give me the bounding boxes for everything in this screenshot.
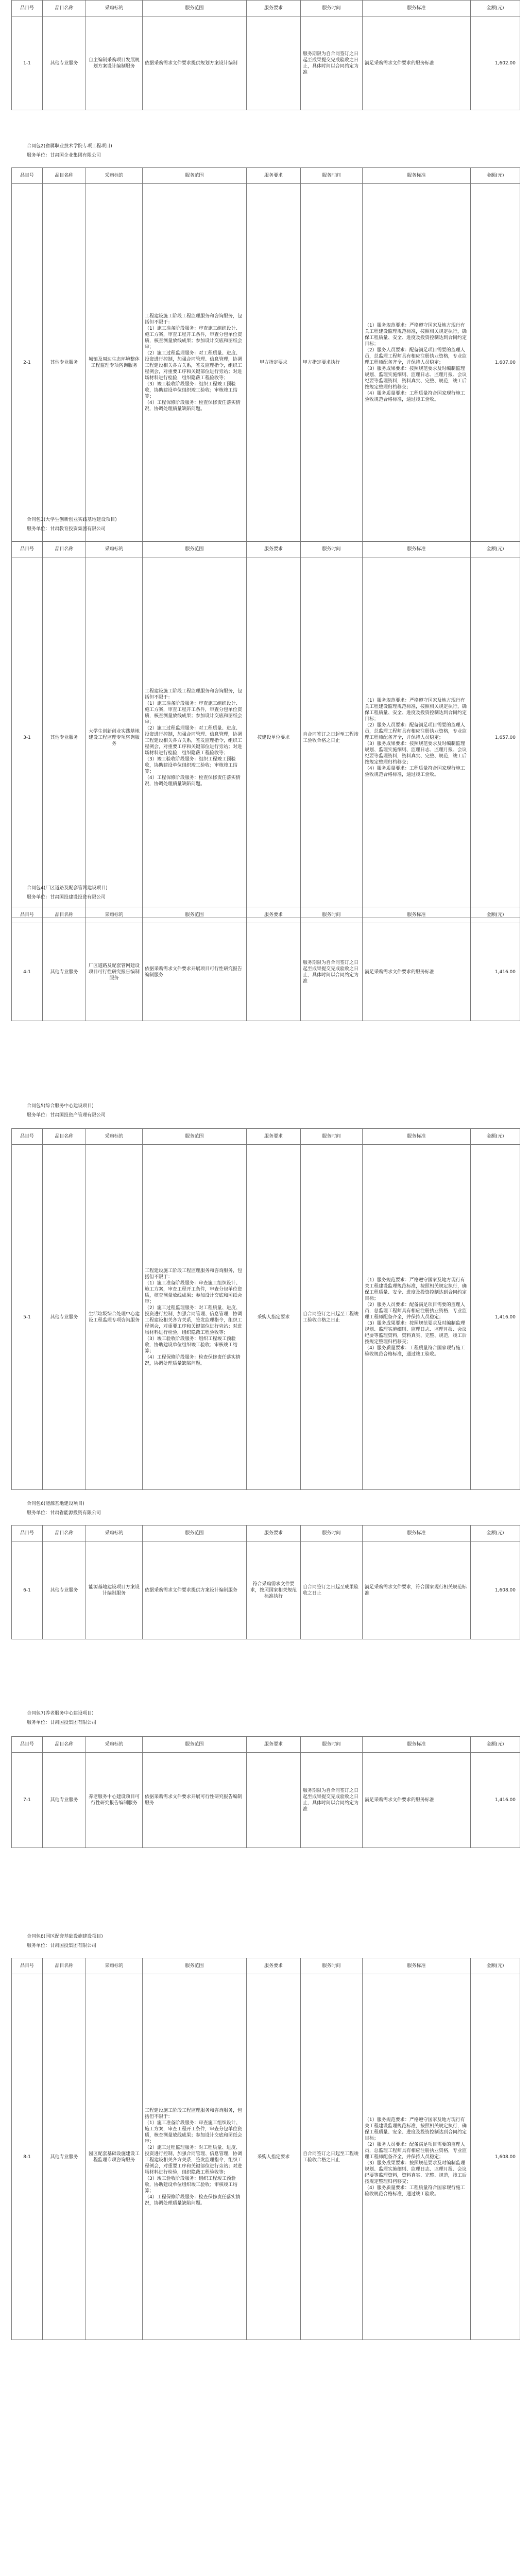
- column-header: 品目名称: [43, 1526, 86, 1541]
- column-header: 品目名称: [43, 1129, 86, 1145]
- cell-amount: 1,602.00: [471, 16, 520, 110]
- cell-scope: 依据采购需求文件要求提供方案设计编制服务: [143, 1541, 247, 1639]
- column-header: 服务要求: [247, 541, 301, 557]
- cell-time: 服务期限为自合同签订之日起至成果提交完成验收之日止，具体时间以合同约定为准: [301, 16, 363, 110]
- package-table: [11, 1958, 520, 2340]
- table-row: [12, 1974, 520, 2340]
- package-label: 合同包3(大学生创新创业实践基地建设项目): [27, 517, 117, 522]
- column-header: 采购标的: [86, 1526, 143, 1541]
- service-unit-label: 服务单位：甘肃教育投资集团有限公司: [27, 527, 106, 532]
- table-header-row: [12, 541, 520, 557]
- cell-standard: （1）服务规范要求：严格遵守国家及地方现行有关工程建设监理规范标准，按照相关规定执行，确保工程质量、安全、进度及投资控制达到合同约定目标； （2）服务人员要求：配备满足项目需要的监理人员，总监理工程师具有相应注册执业资格，专业监理工程师配备齐全，并保持人员稳定； （3）服务成果要求：按照规范要求及时编制监理规划、监理实施细则、监理日志、监理月报、会议纪要等监理资料，资料真实、完整、规范，竣工后按规定整理归档移交； （4）服务质量要求：工程质量符合国家现行施工验收规范合格标准，通过竣工验收。: [363, 184, 471, 542]
- column-header: 品目号: [12, 1129, 43, 1145]
- cell-item-no: 5-1: [12, 1145, 43, 1490]
- package-label: 合同包6(能源基地建设项目): [27, 1501, 84, 1506]
- column-header: 金额(元): [471, 541, 520, 557]
- service-unit-label: 服务单位：甘肃国投建设投资有限公司: [27, 895, 106, 900]
- cell-amount: 1,416.00: [471, 1753, 520, 1848]
- cell-scope: 工程建设施工阶段工程监理服务和咨询服务，包括但不限于： （1）施工准备阶段服务：审查施工组织设计、施工方案，审查工程开工条件，审查分包单位资质，核查测量放线成果；参加设计交底和图纸会审； （2）施工过程监理服务：对工程质量、进度、投资进行控制，加强合同管理、信息管理，协调工程建设相关各方关系，签发监理指令，组织工程例会，对重要工序和关键部位进行旁站；对进场材料进行检验，组织隐蔽工程验收等； （3）竣工验收阶段服务：组织工程竣工预验收，协助建设单位组织竣工验收；审核竣工结算； （4）工程保修阶段服务：检查保修责任落实情况，协调处理质量缺陷问题。: [143, 1145, 247, 1490]
- cell-target: 厂区道路及配套管网建设项目可行性研究报告编制服务: [86, 923, 143, 1021]
- cell-req: 符合采购需求文件要求，按照国家相关规范标准执行: [247, 1541, 301, 1639]
- cell-amount: 1,608.00: [471, 1974, 520, 2340]
- column-header: 金额(元): [471, 907, 520, 923]
- column-header: 服务范围: [143, 1958, 247, 1974]
- column-header: 采购标的: [86, 1, 143, 16]
- column-header: 金额(元): [471, 1129, 520, 1145]
- column-header: 品目号: [12, 168, 43, 184]
- table-header-row: [12, 1, 520, 16]
- cell-req: 甲方指定要求: [247, 184, 301, 542]
- column-header: 服务时间: [301, 1129, 363, 1145]
- cell-target: 生活垃圾综合处理中心建设工程监理专项咨询服务: [86, 1145, 143, 1490]
- cell-time: 服务期限为自合同签订之日起至成果提交完成验收之日止，具体时间以合同约定为准: [301, 923, 363, 1021]
- table-row: [12, 184, 520, 542]
- cell-target: 城镇及周边生态环境整体工程监理专项咨询服务: [86, 184, 143, 542]
- column-header: 品目号: [12, 541, 43, 557]
- cell-item-name: 其他专业服务: [43, 1974, 86, 2340]
- cell-item-no: 7-1: [12, 1753, 43, 1848]
- cell-req: 采购人指定要求: [247, 1145, 301, 1490]
- cell-req: 按建设单位要求: [247, 557, 301, 918]
- column-header: 采购标的: [86, 907, 143, 923]
- table-row: [12, 16, 520, 110]
- service-unit-label: 服务单位：甘肃国企业集团有限公司: [27, 153, 101, 158]
- table-header-row: [12, 1526, 520, 1541]
- service-unit-label: 服务单位：甘肃国投集团有限公司: [27, 1720, 97, 1725]
- column-header: 服务标准: [363, 1, 471, 16]
- column-header: 品目号: [12, 1737, 43, 1753]
- cell-standard: 满足采购需求文件要求的服务标准: [363, 1753, 471, 1848]
- column-header: 服务标准: [363, 1737, 471, 1753]
- cell-amount: 1,608.00: [471, 1541, 520, 1639]
- column-header: 品目名称: [43, 541, 86, 557]
- cell-standard: 满足采购需求文件要求，符合国家现行相关规范标准: [363, 1541, 471, 1639]
- column-header: 服务时间: [301, 1958, 363, 1974]
- column-header: 服务范围: [143, 1, 247, 16]
- cell-item-name: 其他专业服务: [43, 923, 86, 1021]
- cell-item-name: 其他专业服务: [43, 557, 86, 918]
- cell-item-name: 其他专业服务: [43, 1145, 86, 1490]
- cell-scope: 依据采购需求文件要求提供规划方案设计编制: [143, 16, 247, 110]
- column-header: 服务范围: [143, 541, 247, 557]
- cell-standard: （1）服务规范要求：严格遵守国家及地方现行有关工程建设监理规范标准，按照相关规定执行，确保工程质量、安全、进度及投资控制达到合同约定目标； （2）服务人员要求：配备满足项目需要的监理人员，总监理工程师具有相应注册执业资格，专业监理工程师配备齐全，并保持人员稳定； （3）服务成果要求：按照规范要求及时编制监理规划、监理实施细则、监理日志、监理月报、会议纪要等监理资料，资料真实、完整、规范，竣工后按规定整理归档移交； （4）服务质量要求：工程质量符合国家现行施工验收规范合格标准，通过竣工验收。: [363, 1974, 471, 2340]
- cell-req: [247, 923, 301, 1021]
- cell-time: 自合同签订之日起至工程竣工验收合格之日止: [301, 557, 363, 918]
- cell-req: 采购人指定要求: [247, 1974, 301, 2340]
- column-header: 品目名称: [43, 907, 86, 923]
- table-row: [12, 1753, 520, 1848]
- column-header: 采购标的: [86, 541, 143, 557]
- package-table: [11, 167, 520, 542]
- column-header: 服务标准: [363, 541, 471, 557]
- cell-time: 自合同签订之日起至成果验收之日止: [301, 1541, 363, 1639]
- table-header-row: [12, 168, 520, 184]
- table-row: [12, 923, 520, 1021]
- column-header: 采购标的: [86, 168, 143, 184]
- column-header: 品目号: [12, 907, 43, 923]
- column-header: 服务标准: [363, 1526, 471, 1541]
- column-header: 采购标的: [86, 1958, 143, 1974]
- cell-item-name: 其他专业服务: [43, 184, 86, 542]
- column-header: 服务要求: [247, 1526, 301, 1541]
- column-header: 品目号: [12, 1958, 43, 1974]
- package-table: [11, 541, 520, 918]
- package-label: 合同包4(厂区道路及配套管网建设项目): [27, 886, 108, 891]
- cell-item-no: 3-1: [12, 557, 43, 918]
- column-header: 品目名称: [43, 1, 86, 16]
- table-header-row: [12, 907, 520, 923]
- package-label: 合同包5(综合服务中心建设项目): [27, 1104, 94, 1109]
- cell-item-no: 1-1: [12, 16, 43, 110]
- column-header: 服务时间: [301, 1737, 363, 1753]
- cell-standard: 满足采购需求文件要求的服务标准: [363, 923, 471, 1021]
- service-unit-label: 服务单位：甘肃省能源投资有限公司: [27, 1511, 101, 1516]
- cell-amount: 1,416.00: [471, 923, 520, 1021]
- cell-item-no: 4-1: [12, 923, 43, 1021]
- cell-item-name: 其他专业服务: [43, 1541, 86, 1639]
- cell-item-no: 8-1: [12, 1974, 43, 2340]
- column-header: 品目名称: [43, 1958, 86, 1974]
- cell-req: [247, 16, 301, 110]
- column-header: 金额(元): [471, 1958, 520, 1974]
- package-table: [11, 1525, 520, 1639]
- package-label: 合同包2(省属职业技术学院专项工程项目): [27, 144, 112, 149]
- cell-target: 自主编制采购项目发展规划方案设计编制服务: [86, 16, 143, 110]
- column-header: 品目名称: [43, 1737, 86, 1753]
- package-label: 合同包7(养老服务中心建设项目): [27, 1711, 94, 1716]
- column-header: 服务时间: [301, 541, 363, 557]
- cell-amount: 1,607.00: [471, 184, 520, 542]
- package-label: 合同包8(园区配套基础设施建设项目): [27, 1934, 103, 1939]
- cell-scope: 工程建设施工阶段工程监理服务和咨询服务，包括但不限于： （1）施工准备阶段服务：审查施工组织设计、施工方案，审查工程开工条件，审查分包单位资质，核查测量放线成果；参加设计交底和图纸会审； （2）施工过程监理服务：对工程质量、进度、投资进行控制，加强合同管理、信息管理，协调工程建设相关各方关系，签发监理指令，组织工程例会，对重要工序和关键部位进行旁站；对进场材料进行检验，组织隐蔽工程验收等； （3）竣工验收阶段服务：组织工程竣工预验收，协助建设单位组织竣工验收；审核竣工结算； （4）工程保修阶段服务：检查保修责任落实情况，协调处理质量缺陷问题。: [143, 184, 247, 542]
- column-header: 服务范围: [143, 1526, 247, 1541]
- cell-target: 园区配套基础设施建设工程监理专项咨询服务: [86, 1974, 143, 2340]
- table-header-row: [12, 1129, 520, 1145]
- column-header: 金额(元): [471, 1737, 520, 1753]
- cell-item-no: 2-1: [12, 184, 43, 542]
- column-header: 品目号: [12, 1526, 43, 1541]
- cell-target: 大学生创新创业实践基地建设工程监理专项咨询服务: [86, 557, 143, 918]
- table-header-row: [12, 1958, 520, 1974]
- cell-standard: （1）服务规范要求：严格遵守国家及地方现行有关工程建设监理规范标准，按照相关规定执行，确保工程质量、安全、进度及投资控制达到合同约定目标； （2）服务人员要求：配备满足项目需要的监理人员，总监理工程师具有相应注册执业资格，专业监理工程师配备齐全，并保持人员稳定； （3）服务成果要求：按照规范要求及时编制监理规划、监理实施细则、监理日志、监理月报、会议纪要等监理资料，资料真实、完整、规范，竣工后按规定整理归档移交； （4）服务质量要求：工程质量符合国家现行施工验收规范合格标准，通过竣工验收。: [363, 557, 471, 918]
- package-table: [11, 1128, 520, 1490]
- package-table: [11, 0, 520, 110]
- cell-target: 能源基地建设项目方案设计编制服务: [86, 1541, 143, 1639]
- column-header: 服务时间: [301, 1, 363, 16]
- cell-time: 自合同签订之日起至工程竣工验收合格之日止: [301, 1974, 363, 2340]
- column-header: 服务时间: [301, 1526, 363, 1541]
- cell-scope: 工程建设施工阶段工程监理服务和咨询服务，包括但不限于： （1）施工准备阶段服务：审查施工组织设计、施工方案，审查工程开工条件，审查分包单位资质，核查测量放线成果；参加设计交底和图纸会审； （2）施工过程监理服务：对工程质量、进度、投资进行控制，加强合同管理、信息管理，协调工程建设相关各方关系，签发监理指令，组织工程例会，对重要工序和关键部位进行旁站；对进场材料进行检验，组织隐蔽工程验收等； （3）竣工验收阶段服务：组织工程竣工预验收，协助建设单位组织竣工验收；审核竣工结算； （4）工程保修阶段服务：检查保修责任落实情况，协调处理质量缺陷问题。: [143, 1974, 247, 2340]
- column-header: 品目名称: [43, 168, 86, 184]
- column-header: 品目号: [12, 1, 43, 16]
- column-header: 服务范围: [143, 168, 247, 184]
- cell-amount: 1,416.00: [471, 1145, 520, 1490]
- table-row: [12, 557, 520, 918]
- service-unit-label: 服务单位：甘肃国投集团有限公司: [27, 1943, 97, 1948]
- cell-time: 甲方指定要求执行: [301, 184, 363, 542]
- column-header: 服务要求: [247, 1737, 301, 1753]
- cell-item-name: 其他专业服务: [43, 16, 86, 110]
- column-header: 采购标的: [86, 1129, 143, 1145]
- cell-target: 养老服务中心建设项目可行性研究报告编制服务: [86, 1753, 143, 1848]
- column-header: 服务时间: [301, 168, 363, 184]
- cell-item-name: 其他专业服务: [43, 1753, 86, 1848]
- column-header: 服务范围: [143, 1737, 247, 1753]
- column-header: 服务要求: [247, 1129, 301, 1145]
- table-row: [12, 1541, 520, 1639]
- cell-standard: （1）服务规范要求：严格遵守国家及地方现行有关工程建设监理规范标准，按照相关规定执行，确保工程质量、安全、进度及投资控制达到合同约定目标； （2）服务人员要求：配备满足项目需要的监理人员，总监理工程师具有相应注册执业资格，专业监理工程师配备齐全，并保持人员稳定； （3）服务成果要求：按照规范要求及时编制监理规划、监理实施细则、监理日志、监理月报、会议纪要等监理资料，资料真实、完整、规范，竣工后按规定整理归档移交； （4）服务质量要求：工程质量符合国家现行施工验收规范合格标准，通过竣工验收。: [363, 1145, 471, 1490]
- column-header: 金额(元): [471, 168, 520, 184]
- table-row: [12, 1145, 520, 1490]
- cell-item-no: 6-1: [12, 1541, 43, 1639]
- column-header: 服务标准: [363, 1129, 471, 1145]
- cell-time: 自合同签订之日起至工程竣工验收合格之日止: [301, 1145, 363, 1490]
- column-header: 服务范围: [143, 1129, 247, 1145]
- column-header: 金额(元): [471, 1526, 520, 1541]
- column-header: 服务要求: [247, 168, 301, 184]
- cell-scope: 依据采购需求文件要求开展项目可行性研究报告编制服务: [143, 923, 247, 1021]
- column-header: 金额(元): [471, 1, 520, 16]
- table-header-row: [12, 1737, 520, 1753]
- column-header: 服务时间: [301, 907, 363, 923]
- column-header: 采购标的: [86, 1737, 143, 1753]
- column-header: 服务要求: [247, 1, 301, 16]
- column-header: 服务标准: [363, 168, 471, 184]
- cell-req: [247, 1753, 301, 1848]
- package-table: [11, 907, 520, 1021]
- cell-scope: 依据采购需求文件要求开展可行性研究报告编制服务: [143, 1753, 247, 1848]
- cell-time: 服务期限为自合同签订之日起至成果提交完成验收之日止，具体时间以合同约定为准: [301, 1753, 363, 1848]
- column-header: 服务标准: [363, 1958, 471, 1974]
- service-unit-label: 服务单位：甘肃国投资产管理有限公司: [27, 1113, 106, 1118]
- column-header: 服务范围: [143, 907, 247, 923]
- cell-amount: 1,657.00: [471, 557, 520, 918]
- column-header: 服务要求: [247, 907, 301, 923]
- cell-standard: 满足采购需求文件要求的服务标准: [363, 16, 471, 110]
- package-table: [11, 1736, 520, 1848]
- cell-scope: 工程建设施工阶段工程监理服务和咨询服务，包括但不限于： （1）施工准备阶段服务：审查施工组织设计、施工方案，审查工程开工条件，审查分包单位资质，核查测量放线成果；参加设计交底和图纸会审； （2）施工过程监理服务：对工程质量、进度、投资进行控制，加强合同管理、信息管理，协调工程建设相关各方关系，签发监理指令，组织工程例会，对重要工序和关键部位进行旁站；对进场材料进行检验，组织隐蔽工程验收等； （3）竣工验收阶段服务：组织工程竣工预验收，协助建设单位组织竣工验收；审核竣工结算； （4）工程保修阶段服务：检查保修责任落实情况，协调处理质量缺陷问题。: [143, 557, 247, 918]
- column-header: 服务要求: [247, 1958, 301, 1974]
- column-header: 服务标准: [363, 907, 471, 923]
